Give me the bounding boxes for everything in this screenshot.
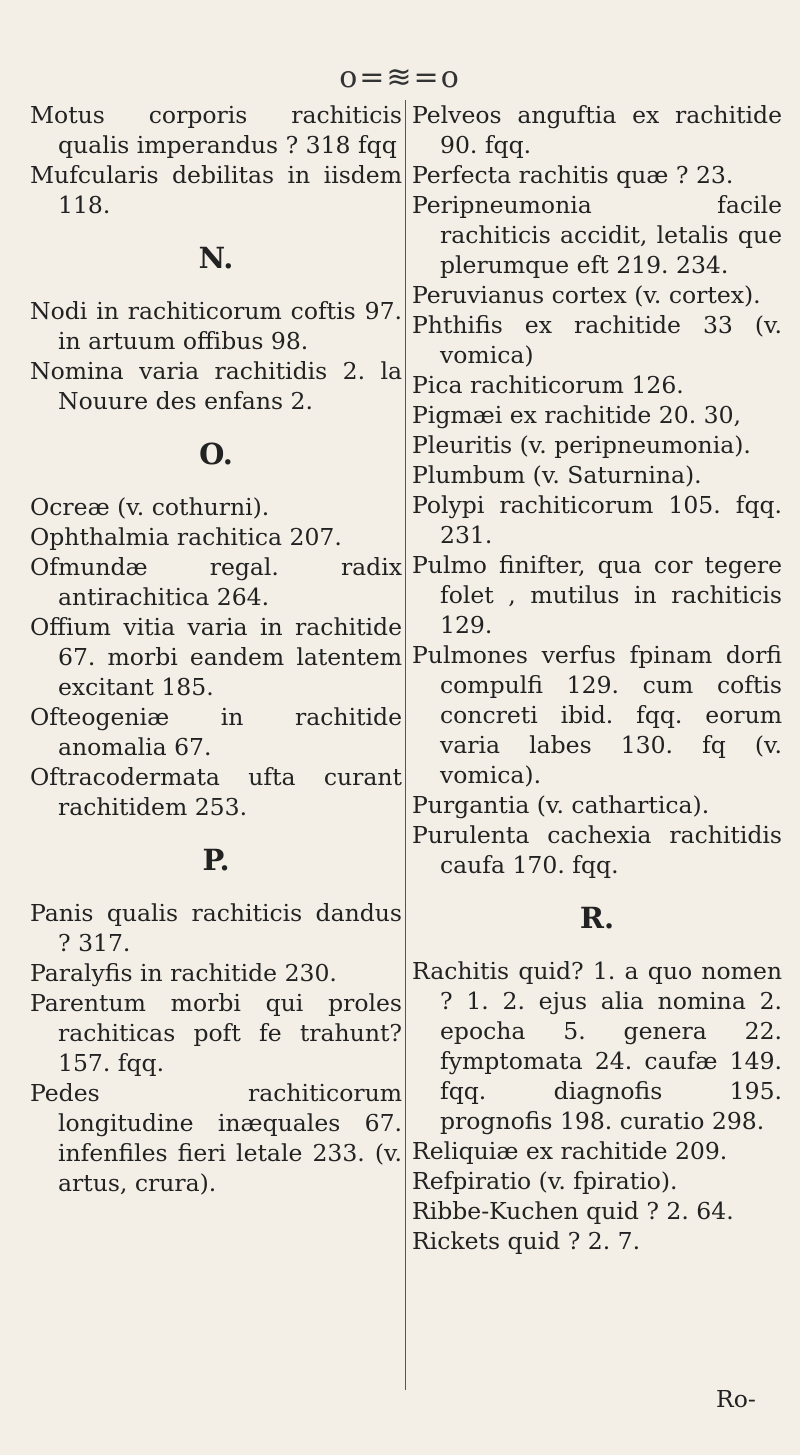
section-letter: O. (199, 437, 233, 471)
index-entry: Peruvianus cortex (v. cortex). (412, 281, 761, 309)
index-entry: Pedes rachiticorum longitudine inæquales 67. infenfiles fieri letale 233. (v. artus, crura). (30, 1079, 402, 1197)
index-entry: Motus corporis rachiticis qualis imperandus ? 318 fqq (30, 101, 402, 159)
index-entry: Pelveos anguftia ex rachitide 90. fqq. (412, 101, 782, 159)
right-column (412, 100, 782, 1256)
index-entry: Perfecta rachitis quæ ? 23. (412, 161, 734, 189)
index-entry: Rachitis quid? 1. a quo nomen ? 1. 2. ejus alia nomina 2. epocha 5. genera 22. fymptomata 24. caufæ 149. fqq. diagnofis 195. prognofis 198. curatio 298. (412, 957, 782, 1135)
index-entry: Parentum morbi qui proles rachiticas poft fe trahunt? 157. fqq. (30, 989, 402, 1077)
section-letter: N. (198, 241, 234, 275)
index-entry: Polypi rachiticorum 105. fqq. 231. (412, 491, 782, 549)
index-entry: Pulmo finifter, qua cor tegere folet , mutilus in rachiticis 129. (412, 551, 782, 639)
section-letter: P. (202, 843, 230, 877)
index-entry: Pigmæi ex rachitide 20. 30, (412, 401, 742, 429)
index-entry: Oftracodermata ufta curant rachitidem 253. (30, 763, 402, 821)
index-entry: Panis qualis rachiticis dandus ? 317. (30, 899, 402, 957)
index-entry: Ribbe-Kuchen quid ? 2. 64. (412, 1197, 734, 1225)
index-entry: Pleuritis (v. peripneumonia). (412, 431, 751, 459)
index-entry: Reliquiæ ex rachitide 209. (412, 1137, 728, 1165)
index-entry: Purgantia (v. cathartica). (412, 791, 710, 819)
index-entry: Nomina varia rachitidis 2. la Nouure des enfans 2. (30, 357, 402, 415)
column-divider (405, 100, 406, 1390)
index-entry: Ophthalmia rachitica 207. (30, 523, 342, 551)
index-entry: Refpiratio (v. fpiratio). (412, 1167, 678, 1195)
index-entry: Ocreæ (v. cothurni). (30, 493, 270, 521)
catchword: Ro- (716, 1385, 756, 1413)
index-entry: Ofteogeniæ in rachitide anomalia 67. (30, 703, 402, 761)
section-letter: R. (579, 901, 615, 935)
index-entry: Peripneumonia facile rachiticis accidit, letalis que plerumque eft 219. 234. (412, 191, 782, 279)
index-entry: Purulenta cachexia rachitidis caufa 170. fqq. (412, 821, 782, 879)
index-entry: Nodi in rachiticorum coftis 97. in artuum offibus 98. (30, 297, 402, 355)
index-entry: Mufcularis debilitas in iisdem 118. (30, 161, 402, 219)
index-entry: Pica rachiticorum 126. (412, 371, 684, 399)
index-entry: Paralyfis in rachitide 230. (30, 959, 337, 987)
index-entry: Phthifis ex rachitide 33 (v. vomica) (412, 311, 782, 369)
index-entry: Pulmones verfus fpinam dorfi compulfi 129. cum coftis concreti ibid. fqq. eorum varia labes 130. fq (v. vomica). (412, 641, 782, 789)
index-entry: Rickets quid ? 2. 7. (412, 1227, 641, 1255)
index-entry: Offium vitia varia in rachitide 67. morbi eandem latentem excitant 185. (30, 613, 402, 701)
index-entry: Plumbum (v. Saturnina). (412, 461, 702, 489)
header-ornament: o=≋=o (339, 60, 461, 95)
left-column (30, 100, 402, 1198)
index-entry: Ofmundæ regal. radix antirachitica 264. (30, 553, 402, 611)
